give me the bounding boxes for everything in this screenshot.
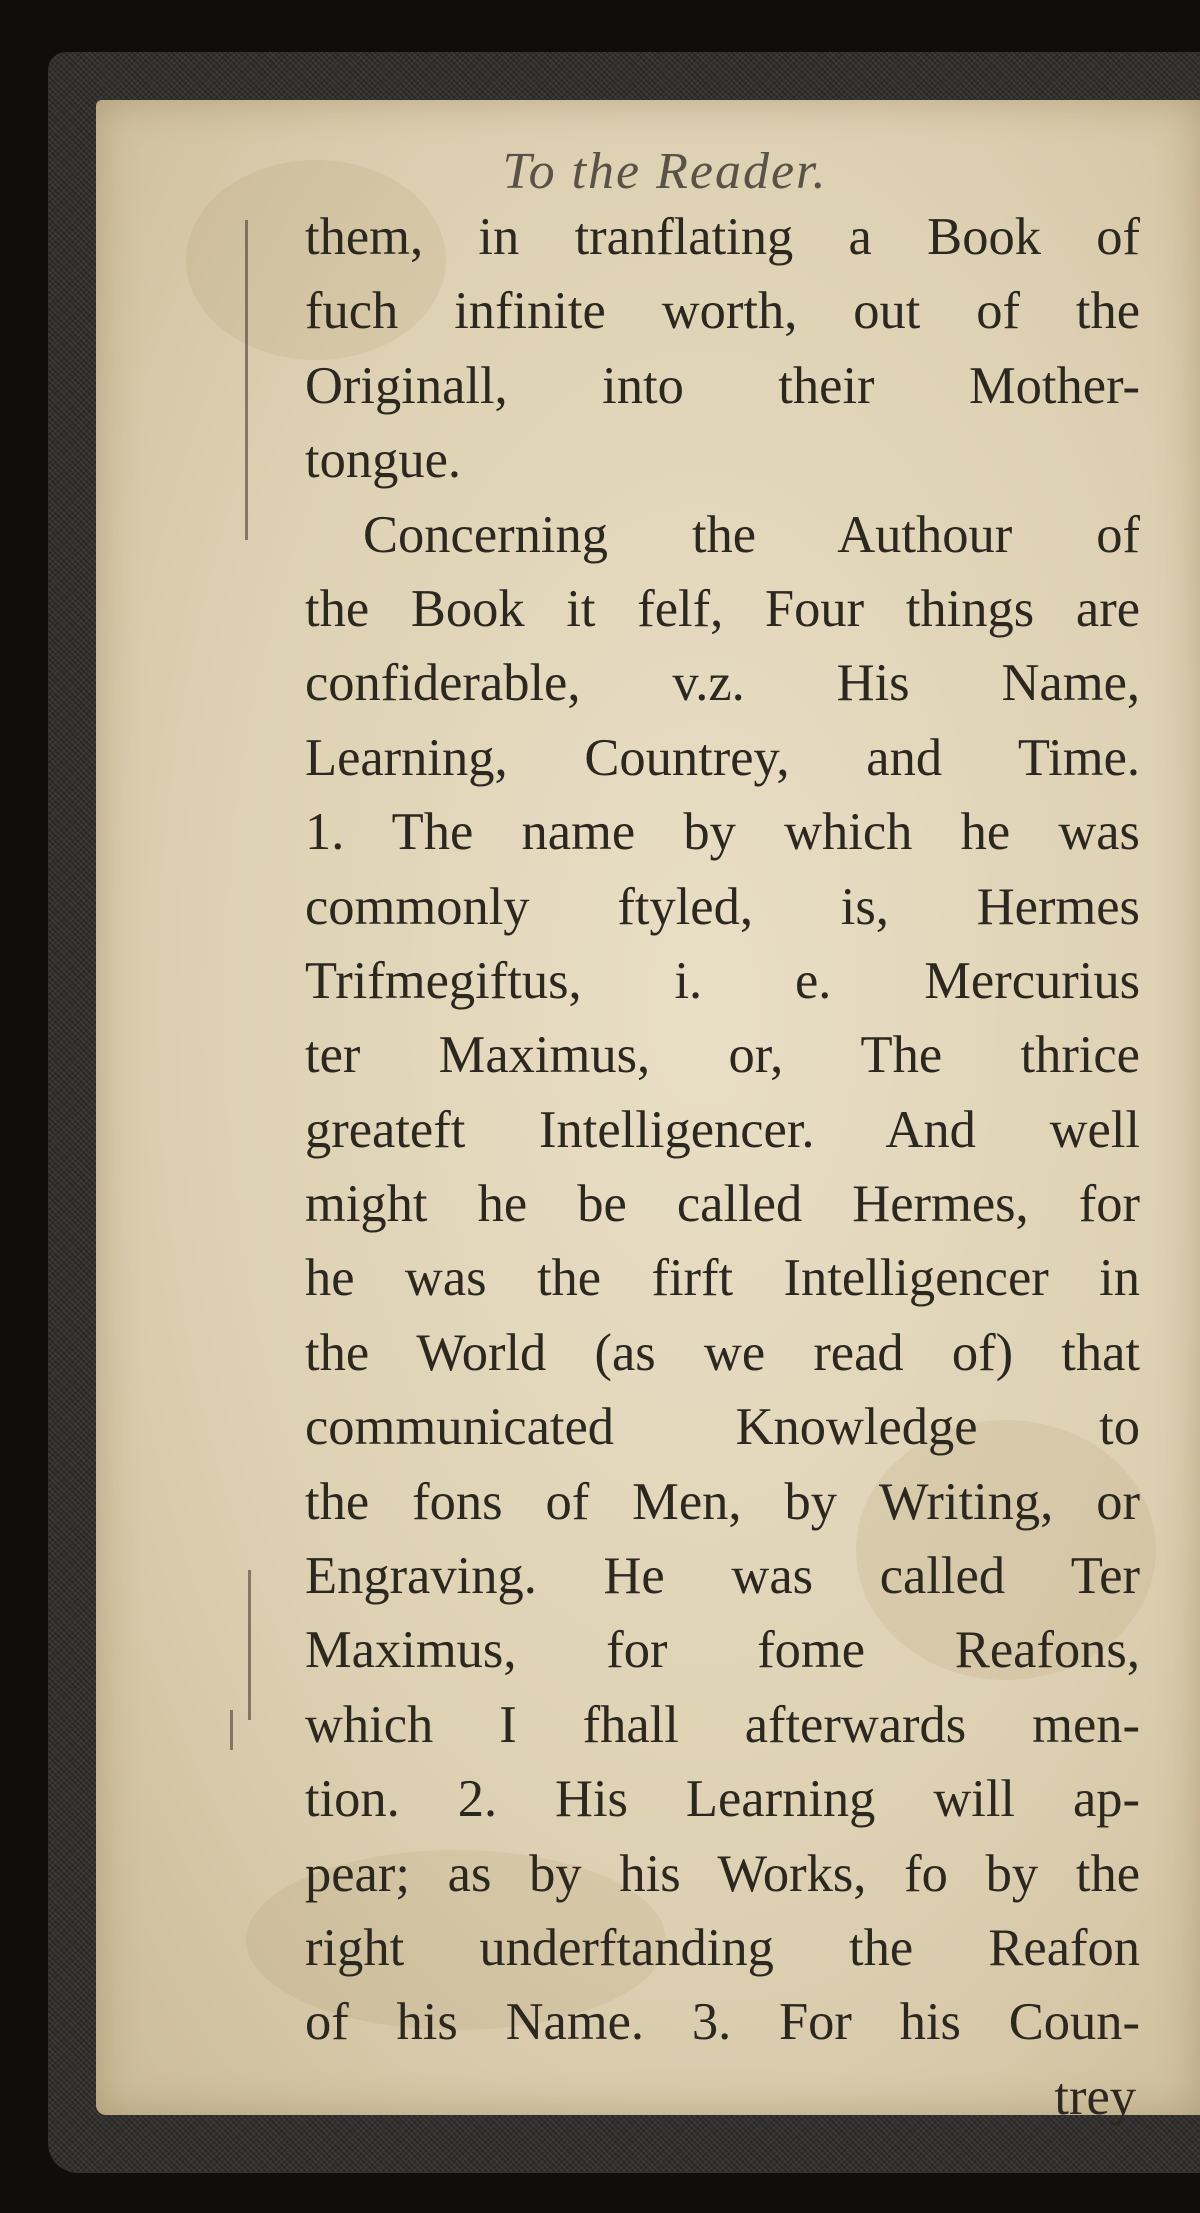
text-line: of his Name. 3. For his Coun- [305, 1993, 1140, 2052]
text-line: Learning, Countrey, and Time. [305, 728, 1140, 787]
text-line: the World (as we read of) that [305, 1323, 1140, 1382]
text-line: Concerning the Authour of [363, 505, 1140, 564]
text-line: confiderable, v.z. His Name, [305, 654, 1140, 713]
text-line: he was the firft Intelligencer in [305, 1249, 1140, 1308]
running-head: To the Reader. [502, 143, 828, 200]
text-line: them, in tranflating a Book of [305, 208, 1140, 266]
body-text [305, 200, 1140, 2134]
text-line: right underftanding the Reafon [305, 1918, 1140, 1977]
text-line: 1. The name by which he was [305, 803, 1140, 862]
text-line: the fons of Men, by Writing, or [305, 1472, 1140, 1531]
text-line: tongue. [305, 431, 462, 490]
text-line: greateft Intelligencer. And well [305, 1100, 1140, 1159]
text-line: might he be called Hermes, for [305, 1175, 1140, 1234]
text-line: fuch infinite worth, out of the [305, 282, 1140, 341]
text-line: Trifmegiftus, i. e. Mercurius [305, 951, 1140, 1010]
text-line: commonly ftyled, is, Hermes [305, 877, 1140, 936]
catchword: trey [1054, 2067, 1136, 2126]
text-line: Engraving. He was called Ter [305, 1547, 1140, 1606]
text-line: ter Maximus, or, The thrice [305, 1026, 1140, 1085]
text-line: communicated Knowledge to [305, 1398, 1140, 1457]
text-line: the Book it felf, Four things are [305, 579, 1140, 638]
text-line: Maximus, for fome Reafons, [305, 1621, 1140, 1680]
margin-mark [248, 1570, 251, 1720]
text-line: which I fhall afterwards men- [305, 1695, 1140, 1754]
margin-mark [245, 220, 248, 540]
text-line: Originall, into their Mother- [305, 356, 1140, 415]
text-line: pear; as by his Works, fo by the [305, 1844, 1140, 1903]
margin-mark [230, 1710, 233, 1750]
text-line: tion. 2. His Learning will ap- [305, 1770, 1140, 1829]
